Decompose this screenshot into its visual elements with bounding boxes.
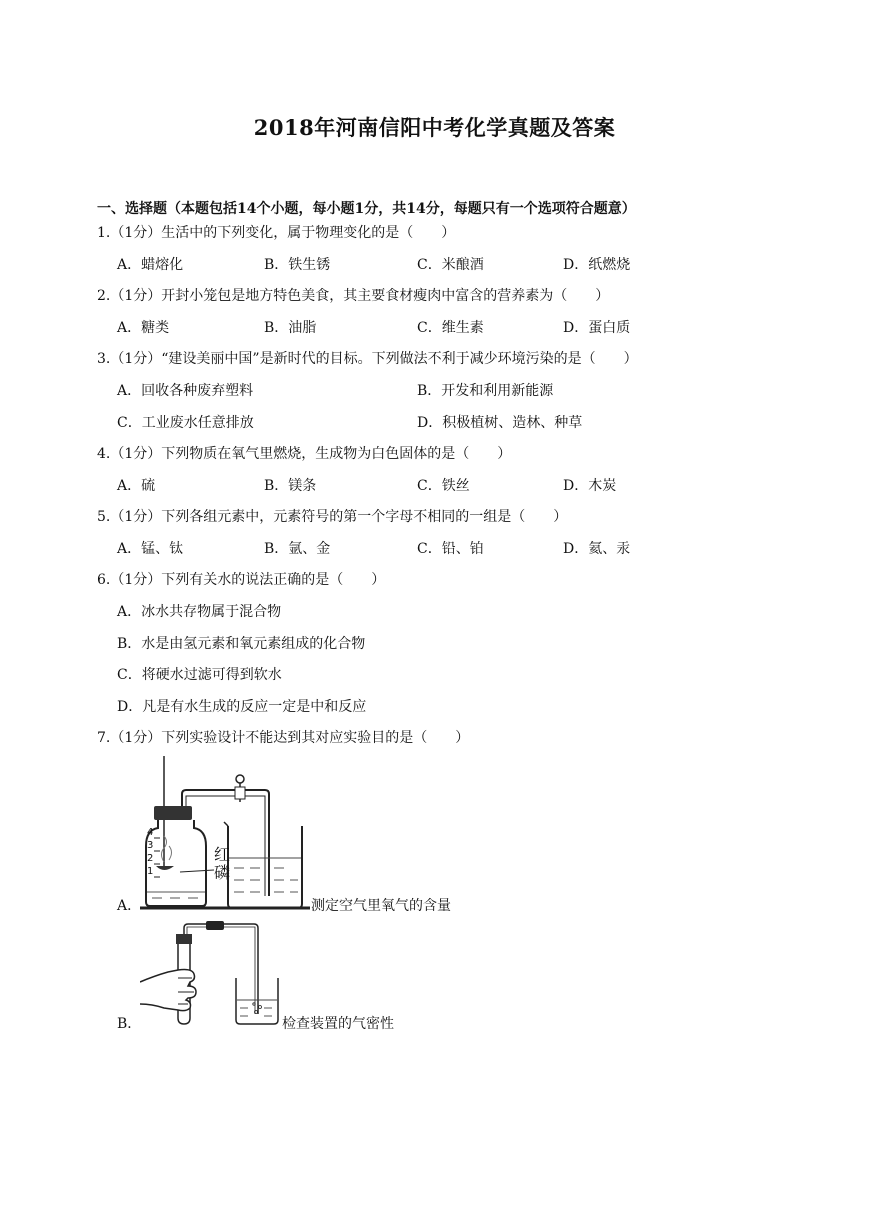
question-7-option-b: B． [117, 1016, 142, 1032]
question-4-stem: 4.（1分）下列物质在氧气里燃烧，生成物为白色固体的是（ ） [97, 446, 512, 462]
question-6-stem: 6.（1分）下列有关水的说法正确的是（ ） [97, 572, 386, 588]
question-2-option-d: D．蛋白质 [563, 320, 631, 336]
question-1-option-d: D．纸燃烧 [563, 257, 631, 273]
question-5-option-b: B．氩、金 [264, 541, 331, 557]
scale-label-2: 2 [147, 853, 154, 864]
red-phosphorus-label: 红磷 [214, 845, 231, 882]
scale-label-4: 4 [147, 827, 154, 838]
page-title: 2018年河南信阳中考化学真题及答案 [253, 115, 616, 140]
question-2-option-c: C．维生素 [417, 320, 484, 336]
question-2-stem: 2.（1分）开封小笼包是地方特色美食，其主要食材瘦肉中富含的营养素为（ ） [97, 288, 610, 304]
question-1-option-b: B．铁生锈 [264, 257, 331, 273]
question-2-option-b: B．油脂 [264, 320, 317, 336]
question-5-option-a: A．锰、钛 [117, 541, 184, 557]
scale-label-1: 1 [147, 866, 154, 877]
question-2-option-a: A．糖类 [117, 320, 170, 336]
scale-label-3: 3 [147, 840, 154, 851]
question-5-option-c: C．铅、铂 [417, 541, 484, 557]
figure-airtightness-apparatus [140, 920, 282, 1028]
section-heading: 一、选择题（本题包括14个小题，每小题1分，共14分，每题只有一个选项符合题意） [97, 201, 636, 217]
question-7-option-a: A． [117, 898, 142, 914]
question-1-option-c: C．米酿酒 [417, 257, 484, 273]
question-5-stem: 5.（1分）下列各组元素中，元素符号的第一个字母不相同的一组是（ ） [97, 509, 568, 525]
figure-oxygen-apparatus [140, 756, 310, 914]
question-4-option-b: B．镁条 [264, 478, 317, 494]
question-3-stem: 3.（1分）“建设美丽中国”是新时代的目标。下列做法不利于减少环境污染的是（ ） [97, 351, 638, 367]
question-1-stem: 1.（1分）生活中的下列变化，属于物理变化的是（ ） [97, 225, 456, 241]
question-4-option-d: D．木炭 [563, 478, 617, 494]
question-6-option-b: B．水是由氢元素和氧元素组成的化合物 [117, 636, 366, 652]
question-5-option-d: D．氦、汞 [563, 541, 631, 557]
question-3-option-b: B．开发和利用新能源 [417, 383, 554, 399]
question-3-option-d: D．积极植树、造林、种草 [417, 415, 583, 431]
question-3-option-c: C．工业废水任意排放 [117, 415, 254, 431]
question-3-option-a: A．回收各种废弃塑料 [117, 383, 254, 399]
question-4-option-a: A．硫 [117, 478, 156, 494]
figure-b-caption: 检查装置的气密性 [282, 1016, 394, 1032]
question-6-option-a: A．冰水共存物属于混合物 [117, 604, 282, 620]
question-4-option-c: C．铁丝 [417, 478, 470, 494]
question-7-stem: 7.（1分）下列实验设计不能达到其对应实验目的是（ ） [97, 730, 470, 746]
figure-a-caption: 测定空气里氧气的含量 [311, 898, 451, 914]
question-6-option-d: D．凡是有水生成的反应一定是中和反应 [117, 699, 367, 715]
question-6-option-c: C．将硬水过滤可得到软水 [117, 667, 282, 683]
question-1-option-a: A．蜡熔化 [117, 257, 184, 273]
